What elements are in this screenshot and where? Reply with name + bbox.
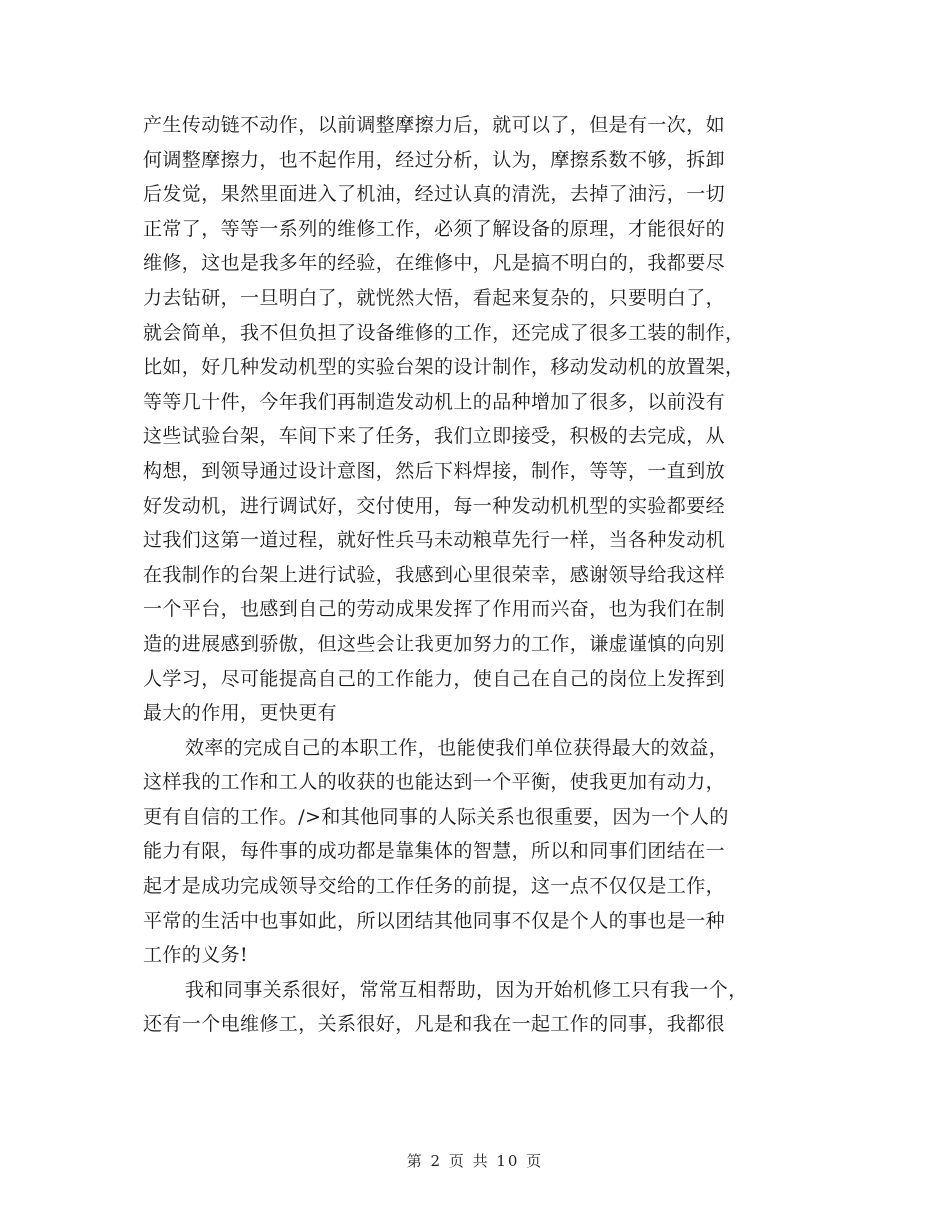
text-line: 造的进展感到骄傲，但这些会让我更加努力的工作，谦虚谨慎的向别 [143, 632, 726, 655]
text-line: 维修，这也是我多年的经验，在维修中，凡是搞不明白的，我都要尽 [143, 252, 726, 275]
paragraph-3 [143, 973, 803, 1042]
text-line: 何调整摩擦力，也不起作用，经过分析，认为，摩擦系数不够，拆卸 [143, 148, 726, 171]
text-line: 构想，到领导通过设计意图，然后下料焊接，制作，等等，一直到放 [143, 459, 726, 482]
body-text [143, 108, 803, 1042]
text-line: 一个平台，也感到自己的劳动成果发挥了作用而兴奋，也为我们在制 [143, 598, 726, 621]
text-line: 就会简单，我不但负担了设备维修的工作，还完成了很多工装的制作， [143, 321, 745, 344]
text-line: 更有自信的工作。/>和其他同事的人际关系也很重要，因为一个人的 [143, 805, 729, 828]
text-line: 这样我的工作和工人的收获的也能达到一个平衡，使我更加有动力， [143, 771, 726, 794]
text-line: 能力有限，每件事的成功都是靠集体的智慧，所以和同事们团结在一 [143, 840, 726, 863]
text-line: 过我们这第一道过程，就好性兵马未动粮草先行一样，当各种发动机 [143, 529, 726, 552]
text-line: 力去钻研，一旦明白了，就恍然大悟，看起来复杂的，只要明白了， [143, 286, 726, 309]
text-line: 这些试验台架，车间下来了任务，我们立即接受，积极的去完成，从 [143, 425, 726, 448]
text-line: 正常了，等等一系列的维修工作，必须了解设备的原理，才能很好的 [143, 217, 726, 240]
text-line: 产生传动链不动作，以前调整摩擦力后，就可以了，但是有一次，如 [143, 114, 726, 136]
text-line: 起才是成功完成领导交给的工作任务的前提，这一点不仅仅是工作， [143, 875, 726, 898]
text-line: 平常的生活中也事如此，所以团结其他同事不仅是个人的事也是一种 [143, 909, 726, 932]
text-line: 人学习，尽可能提高自己的工作能力，使自己在自己的岗位上发挥到 [143, 667, 726, 690]
page-number-footer: 第 2 页 共 10 页 [406, 1152, 544, 1170]
text-line: 比如，好几种发动机型的实验台架的设计制作，移动发动机的放置架， [143, 356, 745, 379]
text-line: 后发觉，果然里面进入了机油，经过认真的清洗，去掉了油污，一切 [143, 183, 726, 206]
text-line: 最大的作用，更快更有 [143, 702, 338, 725]
text-line: 还有一个电维修工，关系很好，凡是和我在一起工作的同事，我都很 [143, 1013, 726, 1036]
text-line: 好发动机，进行调试好，交付使用，每一种发动机机型的实验都要经 [143, 494, 726, 517]
text-line: 在我制作的台架上进行试验，我感到心里很荣幸，感谢领导给我这样 [143, 563, 726, 586]
paragraph-1 [143, 108, 803, 731]
text-line: 我和同事关系很好，常常互相帮助，因为开始机修工只有我一个， [185, 978, 748, 1001]
text-line: 等等几十件，今年我们再制造发动机上的品种增加了很多，以前没有 [143, 390, 726, 413]
text-line: 工作的义务! [143, 944, 249, 967]
text-line: 效率的完成自己的本职工作，也能使我们单位获得最大的效益， [185, 736, 729, 759]
paragraph-2 [143, 731, 803, 973]
